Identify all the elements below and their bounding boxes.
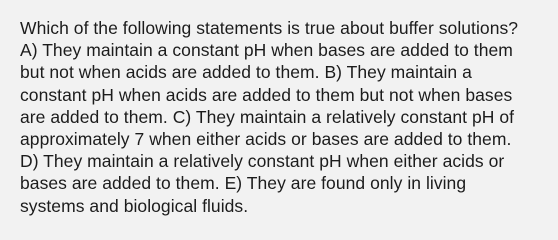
question-line: constant pH when acids are added to them but not when bases [20, 84, 513, 105]
question-line: A) They maintain a constant pH when bases are added to them [20, 40, 513, 61]
question-line: Which of the following statements is true about buffer solutions? [20, 18, 519, 38]
question-line: but not when acids are added to them. B) They maintain a [20, 62, 472, 83]
question-line: are added to them. C) They maintain a relatively constant pH of [20, 106, 515, 127]
question-line: D) They maintain a relatively constant pH when either acids or [20, 151, 505, 172]
question-line: systems and biological fluids. [20, 195, 249, 216]
question-line: bases are added to them. E) They are found only in living [20, 173, 467, 194]
question-text [20, 17, 558, 217]
question-line: approximately 7 when either acids or bases are added to them. [20, 129, 512, 150]
